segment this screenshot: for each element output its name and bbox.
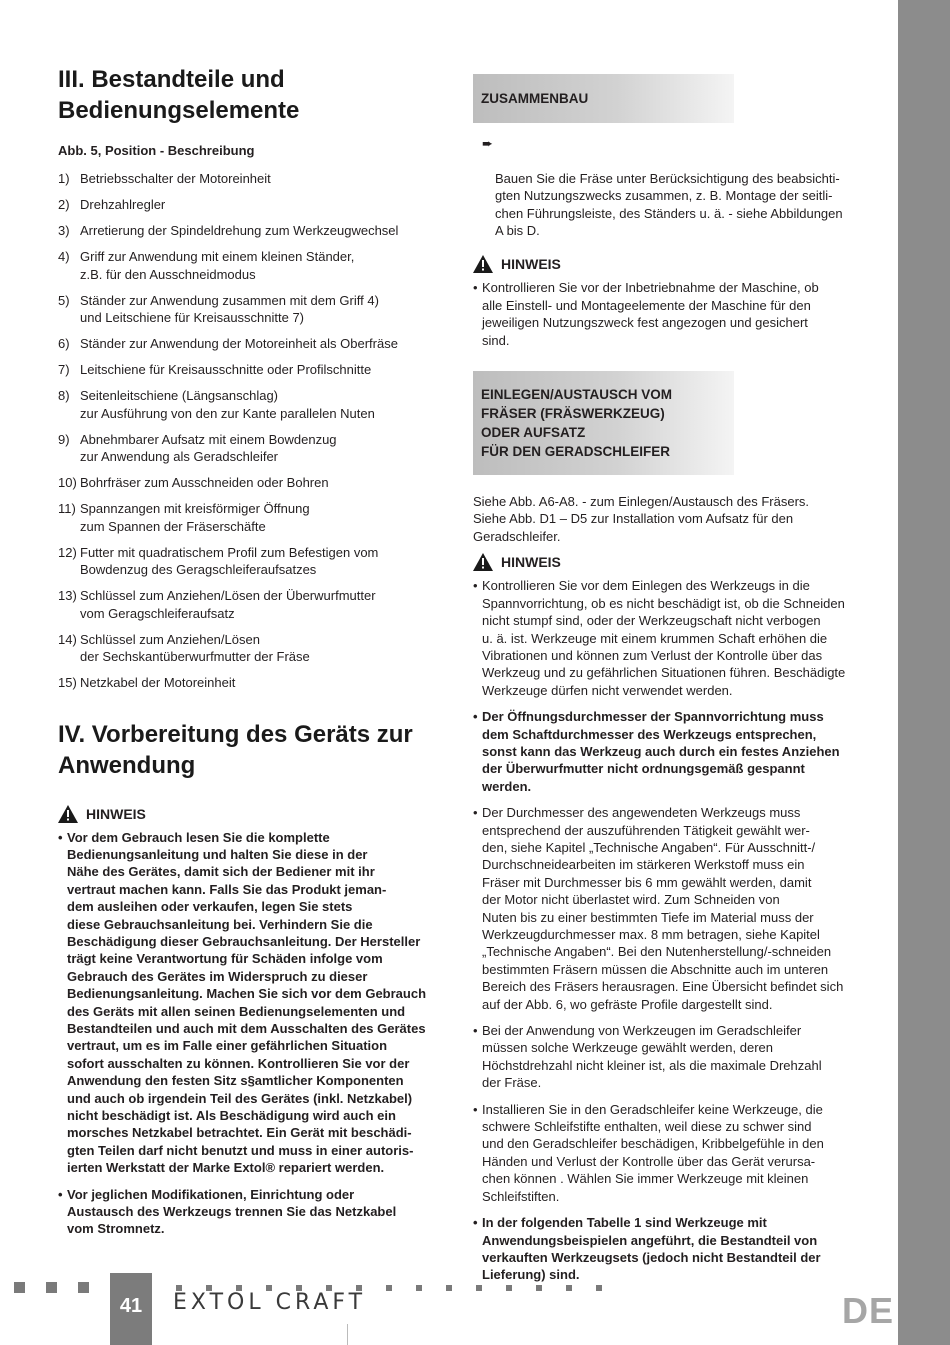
section-4-title-line-2: Anwendung xyxy=(58,751,196,779)
parts-heading: Abb. 5, Position - Beschreibung xyxy=(58,143,255,158)
language-label: DE xyxy=(842,1290,895,1331)
hinweis-1-text: • Kontrollieren Sie vor der Inbetriebnahme der Maschine, ob alle Einstell- und Montageelemente der Maschine für den jeweiligen Nutzungszweck fest angezogen und gesichert sind. xyxy=(473,279,861,349)
part-description: Seitenleitschiene (Längsanschlag) zur Ausführung von den zur Kante parallelen Nuten xyxy=(80,388,375,421)
part-number: 5) xyxy=(58,292,70,308)
part-item xyxy=(58,474,448,492)
part-description: Futter mit quadratischem Profil zum Befestigen vom Bowdenzug des Geragschleiferaufsatzes xyxy=(80,544,379,577)
hinweis-heading-1 xyxy=(473,255,861,273)
brand-logo: EXTOL CRAFT xyxy=(173,1290,367,1315)
hinweis-label: HINWEIS xyxy=(501,256,561,273)
part-item xyxy=(58,387,448,422)
part-number: 11) xyxy=(58,501,76,516)
part-number: 4) xyxy=(58,249,70,264)
part-description: Ständer zur Anwendung der Motoreinheit als Oberfräse xyxy=(80,336,398,351)
part-number: 13) xyxy=(58,588,77,603)
page-number: 41 xyxy=(110,1273,152,1345)
arrow-right-icon: ➨ xyxy=(482,136,493,151)
part-description: Netzkabel der Motoreinheit xyxy=(80,675,236,690)
part-item xyxy=(58,292,448,327)
section-box-zusammenbau xyxy=(473,74,734,123)
part-number: 9) xyxy=(58,431,70,447)
footer-dot xyxy=(566,1285,572,1291)
part-description: Schlüssel zum Anziehen/Lösen der Überwurfmutter vom Geragschleiferaufsatz xyxy=(80,588,376,621)
section-3-title-line-1: III. Bestandteile und xyxy=(58,66,285,93)
warning-icon xyxy=(473,255,493,273)
box-title-zusammenbau: ZUSAMMENBAU xyxy=(481,91,589,106)
hinweis-heading xyxy=(58,805,448,823)
part-item xyxy=(58,170,448,188)
hinweis-label: HINWEIS xyxy=(501,554,561,571)
parts-list xyxy=(58,170,448,692)
part-description: Bohrfräser zum Ausschneiden oder Bohren xyxy=(80,475,329,490)
warning-icon xyxy=(473,553,493,571)
assembly-instruction xyxy=(473,135,861,239)
part-description: Ständer zur Anwendung zusammen mit dem Griff 4) und Leitschiene für Kreisausschnitte 7) xyxy=(80,292,379,325)
tool-bullet-2: • Der Öffnungsdurchmesser der Spannvorrichtung muss dem Schaftdurchmesser des Werkzeugs entsprechen, sonst kann das Werkzeug auch durch ein festes Anziehen der Überwurfmutter nicht ordnungsgemäß gespannt werden. xyxy=(473,708,861,795)
section-4-title-line-1: IV. Vorbereitung des Geräts zur xyxy=(58,720,413,748)
part-item xyxy=(58,631,448,666)
part-item xyxy=(58,196,448,214)
footer-square xyxy=(14,1282,25,1293)
part-number: 14) xyxy=(58,631,77,647)
tool-bullet-6: • In der folgenden Tabelle 1 sind Werkzeuge mit Anwendungsbeispielen angeführt, die Bestandteil von verkauften Werkzeugsets (jedoch nicht Bestandteil der Lieferung) sind. xyxy=(473,1214,861,1284)
part-item xyxy=(58,431,448,466)
tool-bullet-1: • Kontrollieren Sie vor dem Einlegen des Werkzeugs in die Spannvorrichtung, ob es nicht beschädigt ist, ob die Schneiden nicht stumpf sind, oder der Werkzeugschaft nicht verbogen u. ä. ist. Werkzeuge mit einem krummen Schaft erhöhen die Vibrationen und können zum Verlust der Kontrolle über das Werkzeug und zu gefährlichen Situationen führen. Beschädigte Werkzeuge dürfen nicht verwendet werden. xyxy=(473,577,861,699)
part-description: Leitschiene für Kreisausschnitte oder Profilschnitte xyxy=(80,362,372,377)
footer-dot xyxy=(536,1285,542,1291)
hinweis-heading-2 xyxy=(473,553,861,571)
part-item xyxy=(58,544,448,579)
footer-dot xyxy=(506,1285,512,1291)
tool-bullet-4: • Bei der Anwendung von Werkzeugen im Geradschleifer müssen solche Werkzeuge gewählt werden, deren Höchstdrehzahl nicht kleiner ist, als die maximale Drehzahl der Fräse. xyxy=(473,1022,861,1092)
warning-icon xyxy=(58,805,78,823)
box-title-einlegen: EINLEGEN/AUSTAUSCH VOM FRÄSER (FRÄSWERKZEUG) ODER AUFSATZ FÜR DEN GERADSCHLEIFER xyxy=(481,387,673,460)
section-3-title-line-2: Bedienungselemente xyxy=(58,97,300,124)
part-number: 1) xyxy=(58,171,70,186)
part-number: 15) xyxy=(58,675,77,690)
part-number: 10) xyxy=(58,475,77,490)
side-tab-bar xyxy=(898,0,950,1345)
tool-bullet-3: • Der Durchmesser des angewendeten Werkzeugs muss entsprechend der auszuführenden Tätigkeit gewählt wer- den, siehe Kapitel „Technische Angaben“. Für Ausschnitt-/ Durchschneidearbeiten im stärkeren Werkstoff muss ein Fräser mit Durchmesser bis 6 mm gewählt werden, damit der Motor nicht überlastet wird. Zum Schneiden von Nuten bis zu einer bestimmten Tiefe im Material muss der Werkzeugdurchmesser max. 8 mm betragen, siehe Kapitel „Technische Angaben“. Bei den Nutenherstellung/-schneiden bestimmten Fräsern müssen die Abschnitte auch im unteren Bereich des Fräsers herausragen. Eine Übersicht befindet sich auf der Abb. 6, wo gefräste Profile dargestellt sind. xyxy=(473,804,861,1013)
footer-square xyxy=(78,1282,89,1293)
safety-bullet-2: • Vor jeglichen Modifikationen, Einrichtung oder Austausch des Werkzeugs trennen Sie das Netzkabel vom Stromnetz. xyxy=(58,1186,448,1238)
safety-bullet-1: • Vor dem Gebrauch lesen Sie die komplette Bedienungsanleitung und halten Sie diese in der Nähe des Gerätes, damit sich der Bediener mit ihr vertraut machen kann. Falls Sie das Produkt jeman- dem ausleihen oder verkaufen, legen Sie stets diese Gebrauchsanleitung bei. Verhindern Sie die Beschädigung dieser Gebrauchsanleitung. Der Hersteller trägt keine Verantwortung für Schäden infolge vom Gebrauch des Gerätes im Widerspruch zu dieser Bedienungsanleitung. Machen Sie sich vor dem Gebrauch des Geräts mit allen seinen Bedienungselementen und Bestandteilen und auch mit dem Ausschalten des Gerätes vertraut, um es im Falle einer gefährlichen Situation sofort ausschalten zu können. Kontrollieren Sie vor der Anwendung den festen Sitz s§amtlicher Komponenten und auch ob irgendein Teil des Gerätes (inkl. Netzkabel) nicht beschädigt ist. Als Beschädigung wird auch ein morsches Netzkabel betrachtet. Ein Gerät mit beschädi- gten Teilen darf nicht benutzt und muss in einer autoris- ierten Werkstatt der Marke Extol® repariert werden. xyxy=(58,829,448,1177)
part-item xyxy=(58,587,448,622)
assembly-text: Bauen Sie die Fräse unter Berücksichtigung des beabsichti- gten Nutzungszwecks zusammen, z. B. Montage der seitli- chen Führungsleiste, des Ständers u. ä. - siehe Abbildungen A bis D. xyxy=(495,170,843,239)
footer-dot xyxy=(476,1285,482,1291)
part-description: Abnehmbarer Aufsatz mit einem Bowdenzug zur Anwendung als Geradschleifer xyxy=(80,431,337,464)
section-4-title xyxy=(58,719,448,781)
tool-bullet-5: • Installieren Sie in den Geradschleifer keine Werkzeuge, die schwere Schleifstifte enthalten, weil diese zu schwer sind und den Geradschleifer beschädigen, Kribbelgefühle in den Händen und Verlust der Kontrolle über das Gerät verursa- chen können . Wählen Sie immer Werkzeuge mit kleinen Schleifstiften. xyxy=(473,1101,861,1205)
right-column xyxy=(473,74,861,1293)
footer-dot xyxy=(386,1285,392,1291)
intro-text: Siehe Abb. A6-A8. - zum Einlegen/Austausch des Fräsers. Siehe Abb. D1 – D5 zur Installation vom Aufsatz für den Geradschleifer. xyxy=(473,494,810,544)
footer-dot xyxy=(596,1285,602,1291)
part-number: 6) xyxy=(58,336,70,351)
part-item xyxy=(58,500,448,535)
footer-dot xyxy=(416,1285,422,1291)
part-description: Spannzangen mit kreisförmiger Öffnung zum Spannen der Fräserschäfte xyxy=(80,501,310,534)
section-3-title xyxy=(58,64,448,126)
part-description: Betriebsschalter der Motoreinheit xyxy=(80,171,271,186)
footer-square xyxy=(46,1282,57,1293)
left-column xyxy=(58,64,448,1247)
part-number: 3) xyxy=(58,223,70,238)
part-number: 7) xyxy=(58,362,70,377)
section-box-einlegen xyxy=(473,371,734,475)
part-description: Griff zur Anwendung mit einem kleinen Ständer, z.B. für den Ausschneidmodus xyxy=(80,249,355,282)
part-item xyxy=(58,222,448,240)
part-description: Schlüssel zum Anziehen/Lösen der Sechskantüberwurfmutter der Fräse xyxy=(80,631,310,664)
part-item xyxy=(58,335,448,353)
part-description: Drehzahlregler xyxy=(80,197,166,212)
part-number: 12) xyxy=(58,544,77,560)
footer-dot xyxy=(446,1285,452,1291)
part-number: 8) xyxy=(58,388,70,403)
part-number: 2) xyxy=(58,197,70,212)
part-description: Arretierung der Spindeldrehung zum Werkzeugwechsel xyxy=(80,223,399,238)
part-item xyxy=(58,361,448,379)
part-item xyxy=(58,674,448,692)
footer-divider xyxy=(347,1324,348,1345)
hinweis-label: HINWEIS xyxy=(86,805,146,822)
part-item xyxy=(58,248,448,283)
